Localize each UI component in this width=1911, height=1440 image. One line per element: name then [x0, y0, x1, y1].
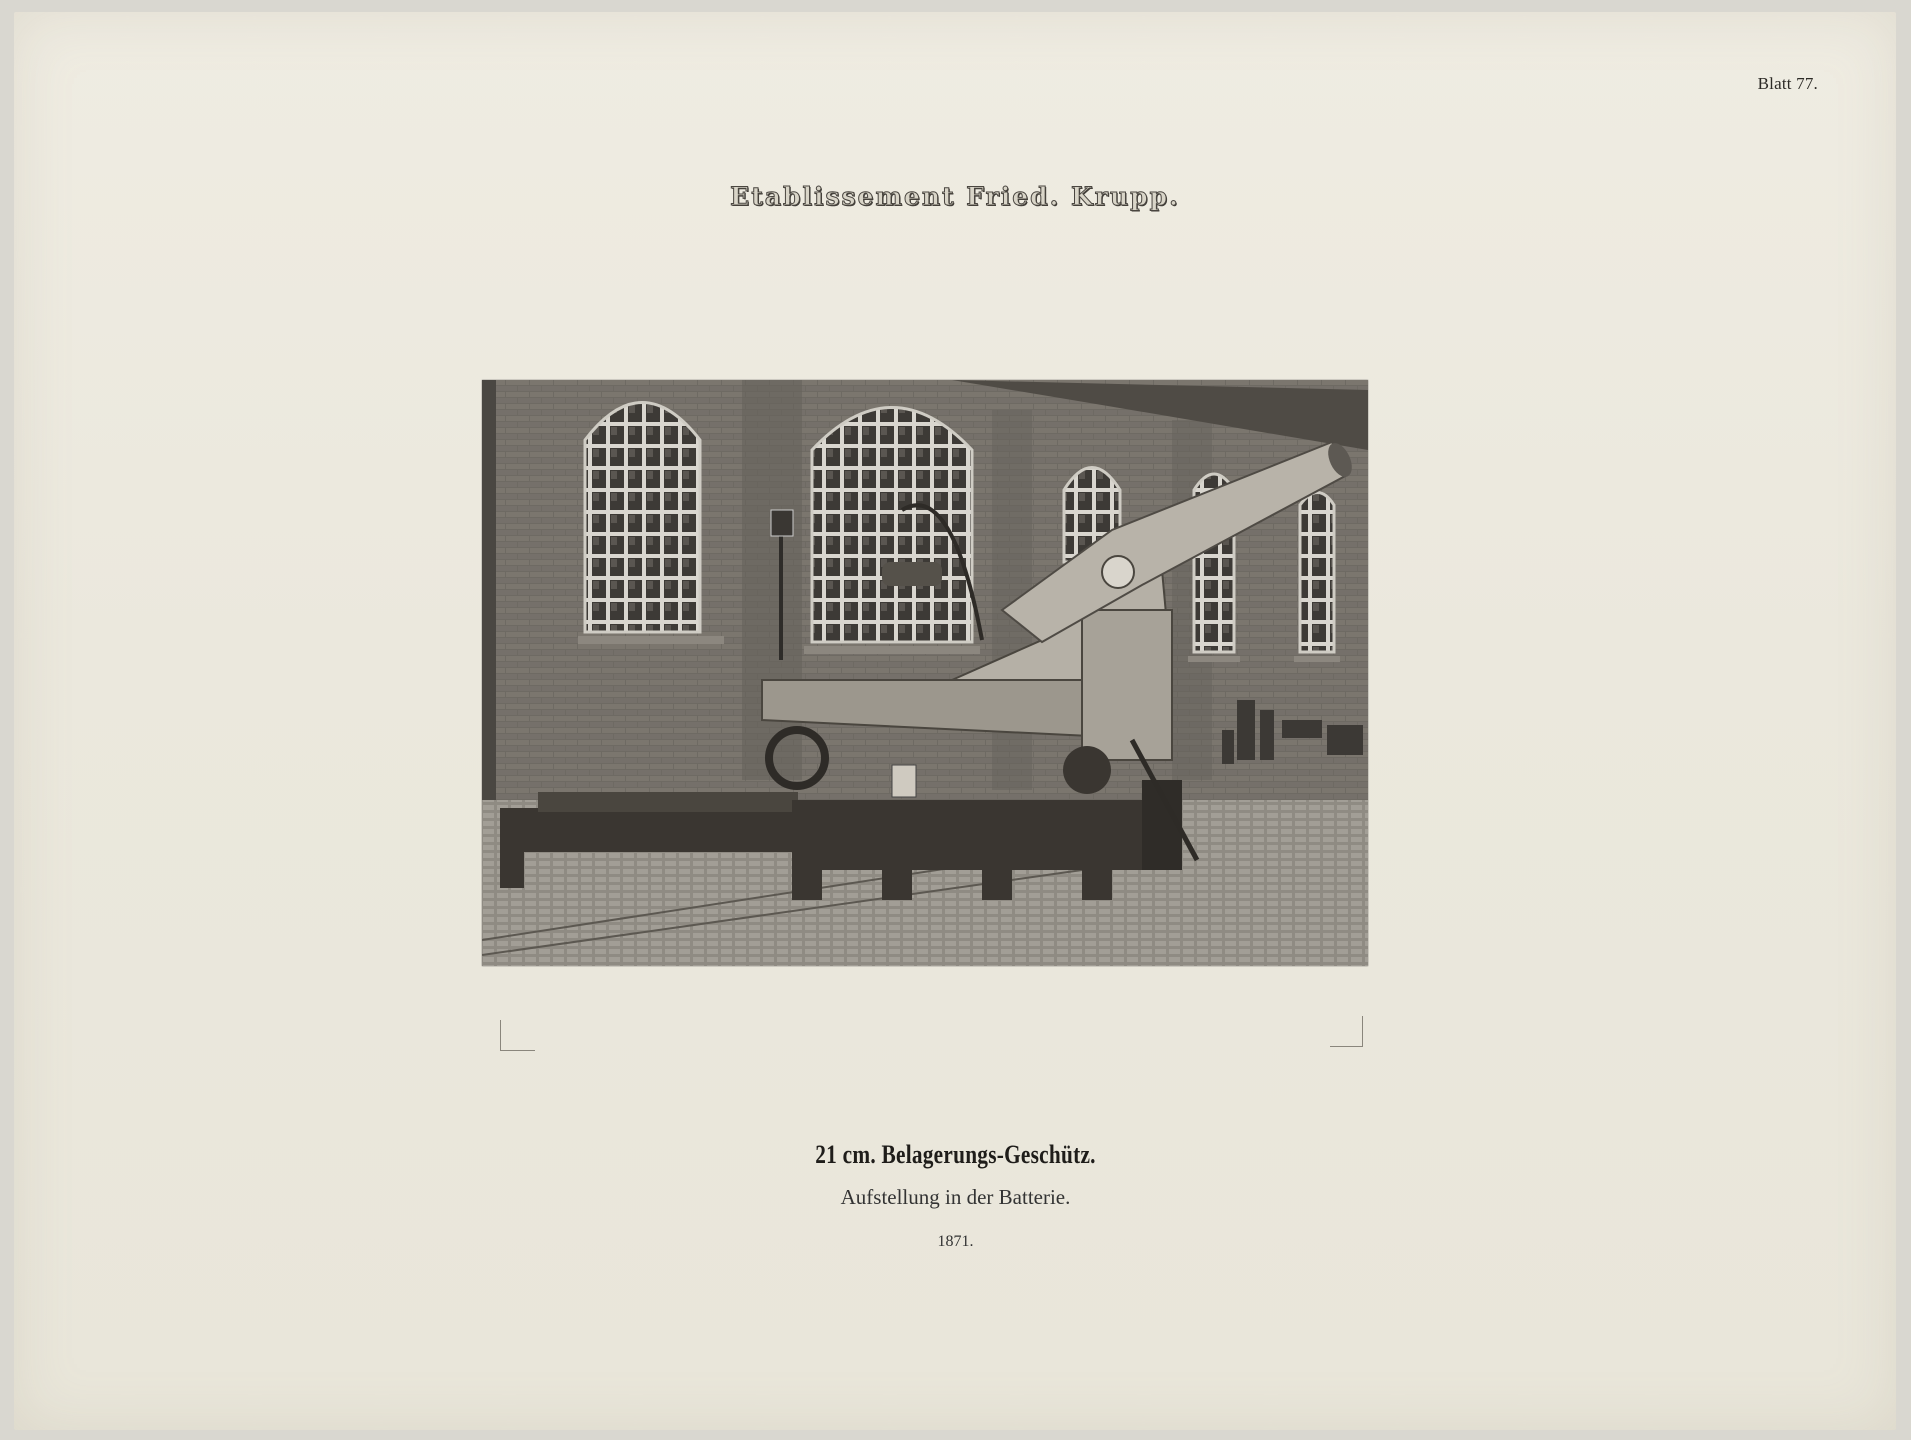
- caption-year: 1871.: [937, 1233, 974, 1250]
- corner-mark-left: [500, 1020, 535, 1051]
- caption-title: 21 cm. Belagerungs-Geschütz.: [815, 1140, 1096, 1169]
- photograph-siege-gun: [482, 380, 1368, 966]
- corner-mark-right: [1330, 1016, 1363, 1047]
- page-heading: Etablissement Fried. Krupp.: [730, 182, 1180, 211]
- caption-subtitle: Aufstellung in der Batterie.: [840, 1185, 1071, 1209]
- sheet-number: Blatt 77.: [1757, 74, 1818, 93]
